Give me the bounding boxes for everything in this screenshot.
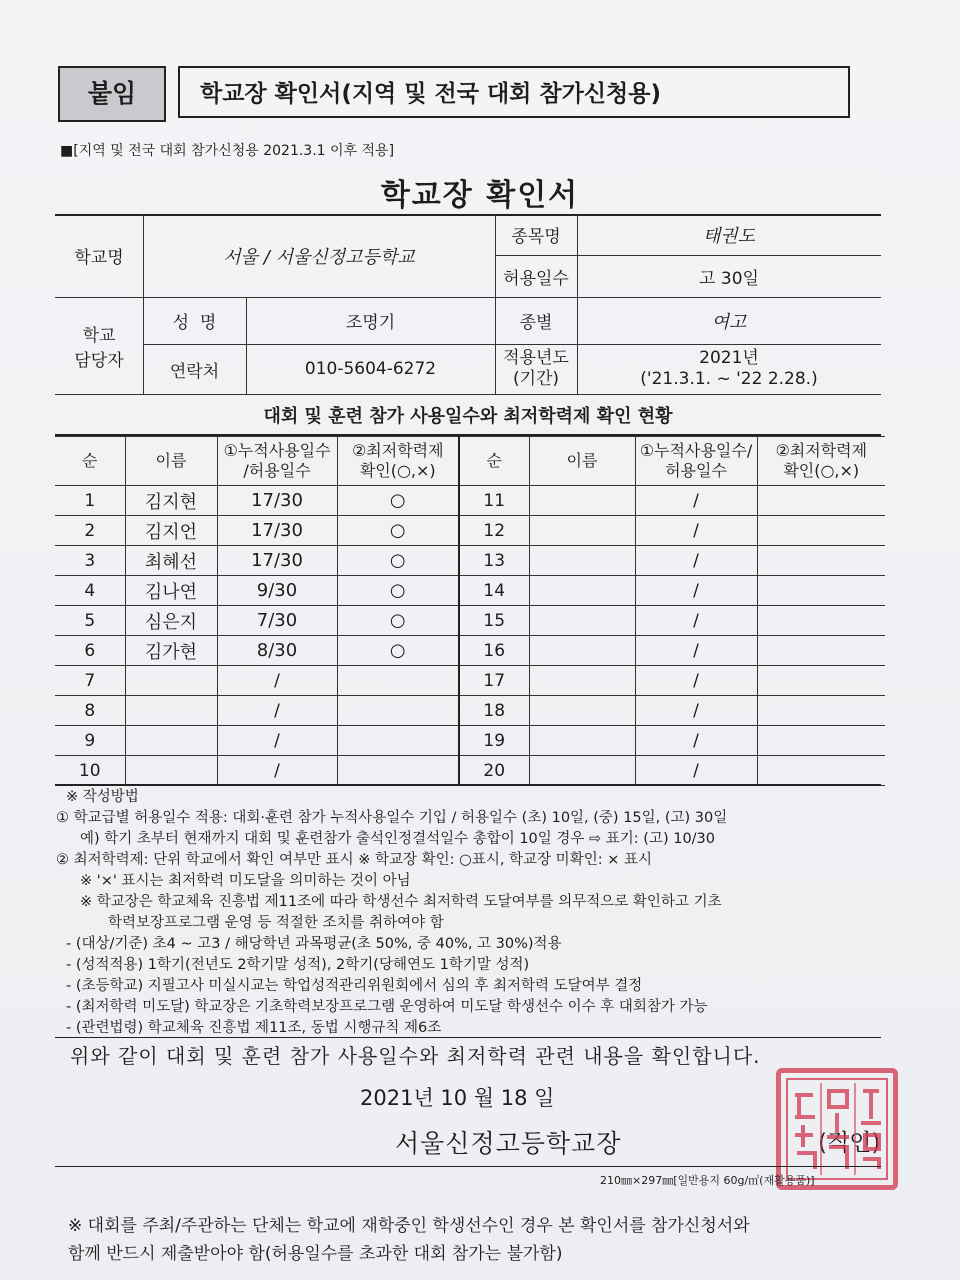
submission-footnote xyxy=(68,1212,750,1268)
year-label-line1: 적용년도 xyxy=(503,348,569,368)
row-seq: 13 xyxy=(459,546,529,576)
row-seq: 4 xyxy=(55,576,125,606)
gender-label: 종별 xyxy=(519,313,553,333)
row-check xyxy=(757,726,885,756)
row-name xyxy=(529,636,635,666)
writing-notes xyxy=(56,787,896,1039)
header-seq-right: 순 xyxy=(459,437,529,486)
year-label-line2: (기간) xyxy=(512,369,560,389)
row-check: ○ xyxy=(337,636,459,666)
row-days: 9/30 xyxy=(217,576,337,606)
row-name xyxy=(529,606,635,636)
contact-value: 010-5604-6272 xyxy=(304,359,437,379)
confirmation-statement: 위와 같이 대회 및 훈련 참가 사용일수와 최저학력 관련 내용을 확인합니다. xyxy=(70,1044,761,1068)
note-line: - (최저학력 미도달) 학교장은 기초학력보장프로그램 운영하여 미도달 학생선수 이수 후 대회참가 가능 xyxy=(66,999,708,1015)
name-label: 성 명 xyxy=(172,313,217,333)
allowed-label: 허용일수 xyxy=(503,268,569,289)
header-name: 이름 xyxy=(125,437,217,486)
row-name xyxy=(529,666,635,696)
row-seq: 9 xyxy=(55,726,125,756)
row-seq: 7 xyxy=(55,666,125,696)
row-seq: 16 xyxy=(459,636,529,666)
event-value: 태권도 xyxy=(702,225,756,247)
row-seq: 15 xyxy=(459,606,529,636)
footnote-line: ※ 대회를 주최/주관하는 단체는 학교에 재학중인 학생선수인 경우 본 확인서를 참가신청서와 xyxy=(68,1216,750,1236)
row-name xyxy=(529,756,635,786)
document-title: 학교장 확인서 xyxy=(380,178,580,213)
row-check xyxy=(757,666,885,696)
row-check xyxy=(757,756,885,786)
row-days: / xyxy=(217,726,337,756)
table-row xyxy=(55,546,885,576)
header-check-right: ②최저학력제 확인(○,×) xyxy=(757,437,885,486)
note-line: 학력보장프로그램 운영 등 적절한 조치를 취하여야 함 xyxy=(108,915,444,931)
row-check: ○ xyxy=(337,606,459,636)
row-days: 17/30 xyxy=(217,516,337,546)
row-days: / xyxy=(635,486,757,516)
row-seq: 3 xyxy=(55,546,125,576)
school-label: 학교명 xyxy=(74,248,124,268)
row-check: ○ xyxy=(337,516,459,546)
header-seq: 순 xyxy=(55,437,125,486)
row-check xyxy=(757,576,885,606)
note-line: ① 학교급별 허용일수 적용: 대회·훈련 참가 누적사용일수 기입 / 허용일수 (초) 10일, (중) 15일, (고) 30일 xyxy=(56,810,728,826)
row-days: / xyxy=(635,576,757,606)
table-row xyxy=(55,606,885,636)
row-check: ○ xyxy=(337,486,459,516)
row-seq: 8 xyxy=(55,696,125,726)
row-days: / xyxy=(217,666,337,696)
row-check xyxy=(757,546,885,576)
row-seq: 1 xyxy=(55,486,125,516)
row-check xyxy=(757,636,885,666)
staff-label-line2: 담당자 xyxy=(74,350,124,371)
note-line: ※ 학교장은 학교체육 진흥법 제11조에 따라 학생선수 최저학력 도달여부를 의무적으로 확인하고 기초 xyxy=(80,894,722,910)
row-name: 김지언 xyxy=(125,516,217,546)
row-seq: 14 xyxy=(459,576,529,606)
contact-label: 연락처 xyxy=(169,361,220,382)
table-row xyxy=(55,726,885,756)
row-days: / xyxy=(217,756,337,786)
status-title: 대회 및 훈련 참가 사용일수와 최저학력제 확인 현황 xyxy=(263,406,673,427)
row-name xyxy=(529,546,635,576)
event-label: 종목명 xyxy=(511,227,561,247)
row-seq: 5 xyxy=(55,606,125,636)
info-line xyxy=(55,394,881,395)
header-name-right: 이름 xyxy=(529,437,635,486)
attachment-title: 학교장 확인서(지역 및 전국 대회 참가신청용) xyxy=(178,66,850,118)
row-days: 17/30 xyxy=(217,546,337,576)
note-line: ② 최저학력제: 단위 학교에서 확인 여부만 표시 ※ 학교장 확인: ○표시, 학교장 미확인: × 표시 xyxy=(56,852,652,868)
row-name xyxy=(125,666,217,696)
row-check xyxy=(337,726,459,756)
principal-signature-line: 서울신정고등학교장 xyxy=(395,1129,622,1158)
name-value: 조명기 xyxy=(345,313,396,333)
table-row xyxy=(55,576,885,606)
table-row xyxy=(55,636,885,666)
row-seq: 2 xyxy=(55,516,125,546)
attachment-tag: 붙임 xyxy=(58,66,166,122)
row-name: 김지현 xyxy=(125,486,217,516)
year-value-line1: 2021년 xyxy=(699,348,759,368)
row-name xyxy=(529,516,635,546)
note-line: - (성적적용) 1학기(전년도 2학기말 성적), 2학기(당해연도 1학기말 성적) xyxy=(66,957,530,973)
header-days-right: ①누적사용일수/ 허용일수 xyxy=(635,437,757,486)
row-days: / xyxy=(635,516,757,546)
row-days: / xyxy=(635,696,757,726)
row-days: / xyxy=(635,546,757,576)
row-name xyxy=(529,576,635,606)
year-value-line2: ('21.3.1. ~ '22 2.28.) xyxy=(640,369,818,389)
row-days: 7/30 xyxy=(217,606,337,636)
status-table xyxy=(55,436,885,786)
table-row xyxy=(55,486,885,516)
year-value xyxy=(577,344,881,394)
row-days: / xyxy=(217,696,337,726)
gender-value: 여고 xyxy=(711,311,747,333)
footnote-line: 함께 반드시 제출받아야 함(허용일수를 초과한 대회 참가는 불가함) xyxy=(68,1244,563,1264)
row-seq: 11 xyxy=(459,486,529,516)
row-name xyxy=(529,696,635,726)
note-line: - (대상/기준) 초4 ~ 고3 / 해당학년 과목평균(초 50%, 중 40%, 고 30%)적용 xyxy=(66,936,562,952)
official-seal-label: (직인) xyxy=(818,1130,881,1156)
paper-size-note: 210㎜×297㎜[일반용지 60g/㎡(재활용품)] xyxy=(600,1174,815,1187)
row-days: / xyxy=(635,726,757,756)
row-check xyxy=(757,696,885,726)
form-subnote: ■[지역 및 전국 대회 참가신청용 2021.3.1 이후 적용] xyxy=(60,143,395,159)
row-name: 김가현 xyxy=(125,636,217,666)
row-name xyxy=(125,756,217,786)
row-name xyxy=(529,486,635,516)
table-row xyxy=(55,516,885,546)
note-line: ※ '×' 표시는 최저학력 미도달을 의미하는 것이 아님 xyxy=(80,873,411,889)
note-line: 예) 학기 초부터 현재까지 대회 및 훈련참가 출석인정결석일수 총합이 10일 경우 ⇨ 표기: (고) 10/30 xyxy=(80,831,716,847)
row-name: 김나연 xyxy=(125,576,217,606)
note-line: ※ 작성방법 xyxy=(66,789,139,805)
header-days: ①누적사용일수 /허용일수 xyxy=(217,437,337,486)
row-seq: 6 xyxy=(55,636,125,666)
notes-bottom-rule xyxy=(55,1037,881,1038)
row-name xyxy=(529,726,635,756)
table-row xyxy=(55,696,885,726)
row-check xyxy=(757,606,885,636)
row-name xyxy=(125,726,217,756)
row-check xyxy=(337,696,459,726)
seal-icon xyxy=(781,1073,893,1185)
row-seq: 19 xyxy=(459,726,529,756)
staff-label-line1: 학교 xyxy=(82,325,116,346)
table-row xyxy=(55,756,885,786)
allowed-value: 고 30일 xyxy=(699,268,759,289)
signature-rule xyxy=(55,1166,881,1167)
year-label xyxy=(495,344,577,394)
row-check xyxy=(757,486,885,516)
note-line: - (관련법령) 학교체육 진흥법 제11조, 동법 시행규칙 제6조 xyxy=(66,1020,442,1036)
row-days: / xyxy=(635,756,757,786)
issue-date: 2021년 10 월 18 일 xyxy=(360,1086,555,1110)
row-check: ○ xyxy=(337,576,459,606)
row-days: 17/30 xyxy=(217,486,337,516)
row-days: 8/30 xyxy=(217,636,337,666)
note-line: - (초등학교) 지필고사 미실시교는 학업성적관리위원회에서 심의 후 최저학력 도달여부 결정 xyxy=(66,978,643,994)
row-check xyxy=(757,516,885,546)
row-name: 심은지 xyxy=(125,606,217,636)
table-row xyxy=(55,666,885,696)
row-check xyxy=(337,666,459,696)
status-header-row xyxy=(55,437,885,486)
row-check xyxy=(337,756,459,786)
row-days: / xyxy=(635,666,757,696)
row-seq: 18 xyxy=(459,696,529,726)
row-days: / xyxy=(635,636,757,666)
row-seq: 10 xyxy=(55,756,125,786)
header-check: ②최저학력제 확인(○,×) xyxy=(337,437,459,486)
row-name xyxy=(125,696,217,726)
school-value: 서울 / 서울신정고등학교 xyxy=(223,246,415,268)
status-bottom-rule xyxy=(55,784,881,786)
row-seq: 20 xyxy=(459,756,529,786)
staff-label xyxy=(55,297,143,394)
row-days: / xyxy=(635,606,757,636)
row-seq: 17 xyxy=(459,666,529,696)
row-seq: 12 xyxy=(459,516,529,546)
row-name: 최혜선 xyxy=(125,546,217,576)
row-check: ○ xyxy=(337,546,459,576)
